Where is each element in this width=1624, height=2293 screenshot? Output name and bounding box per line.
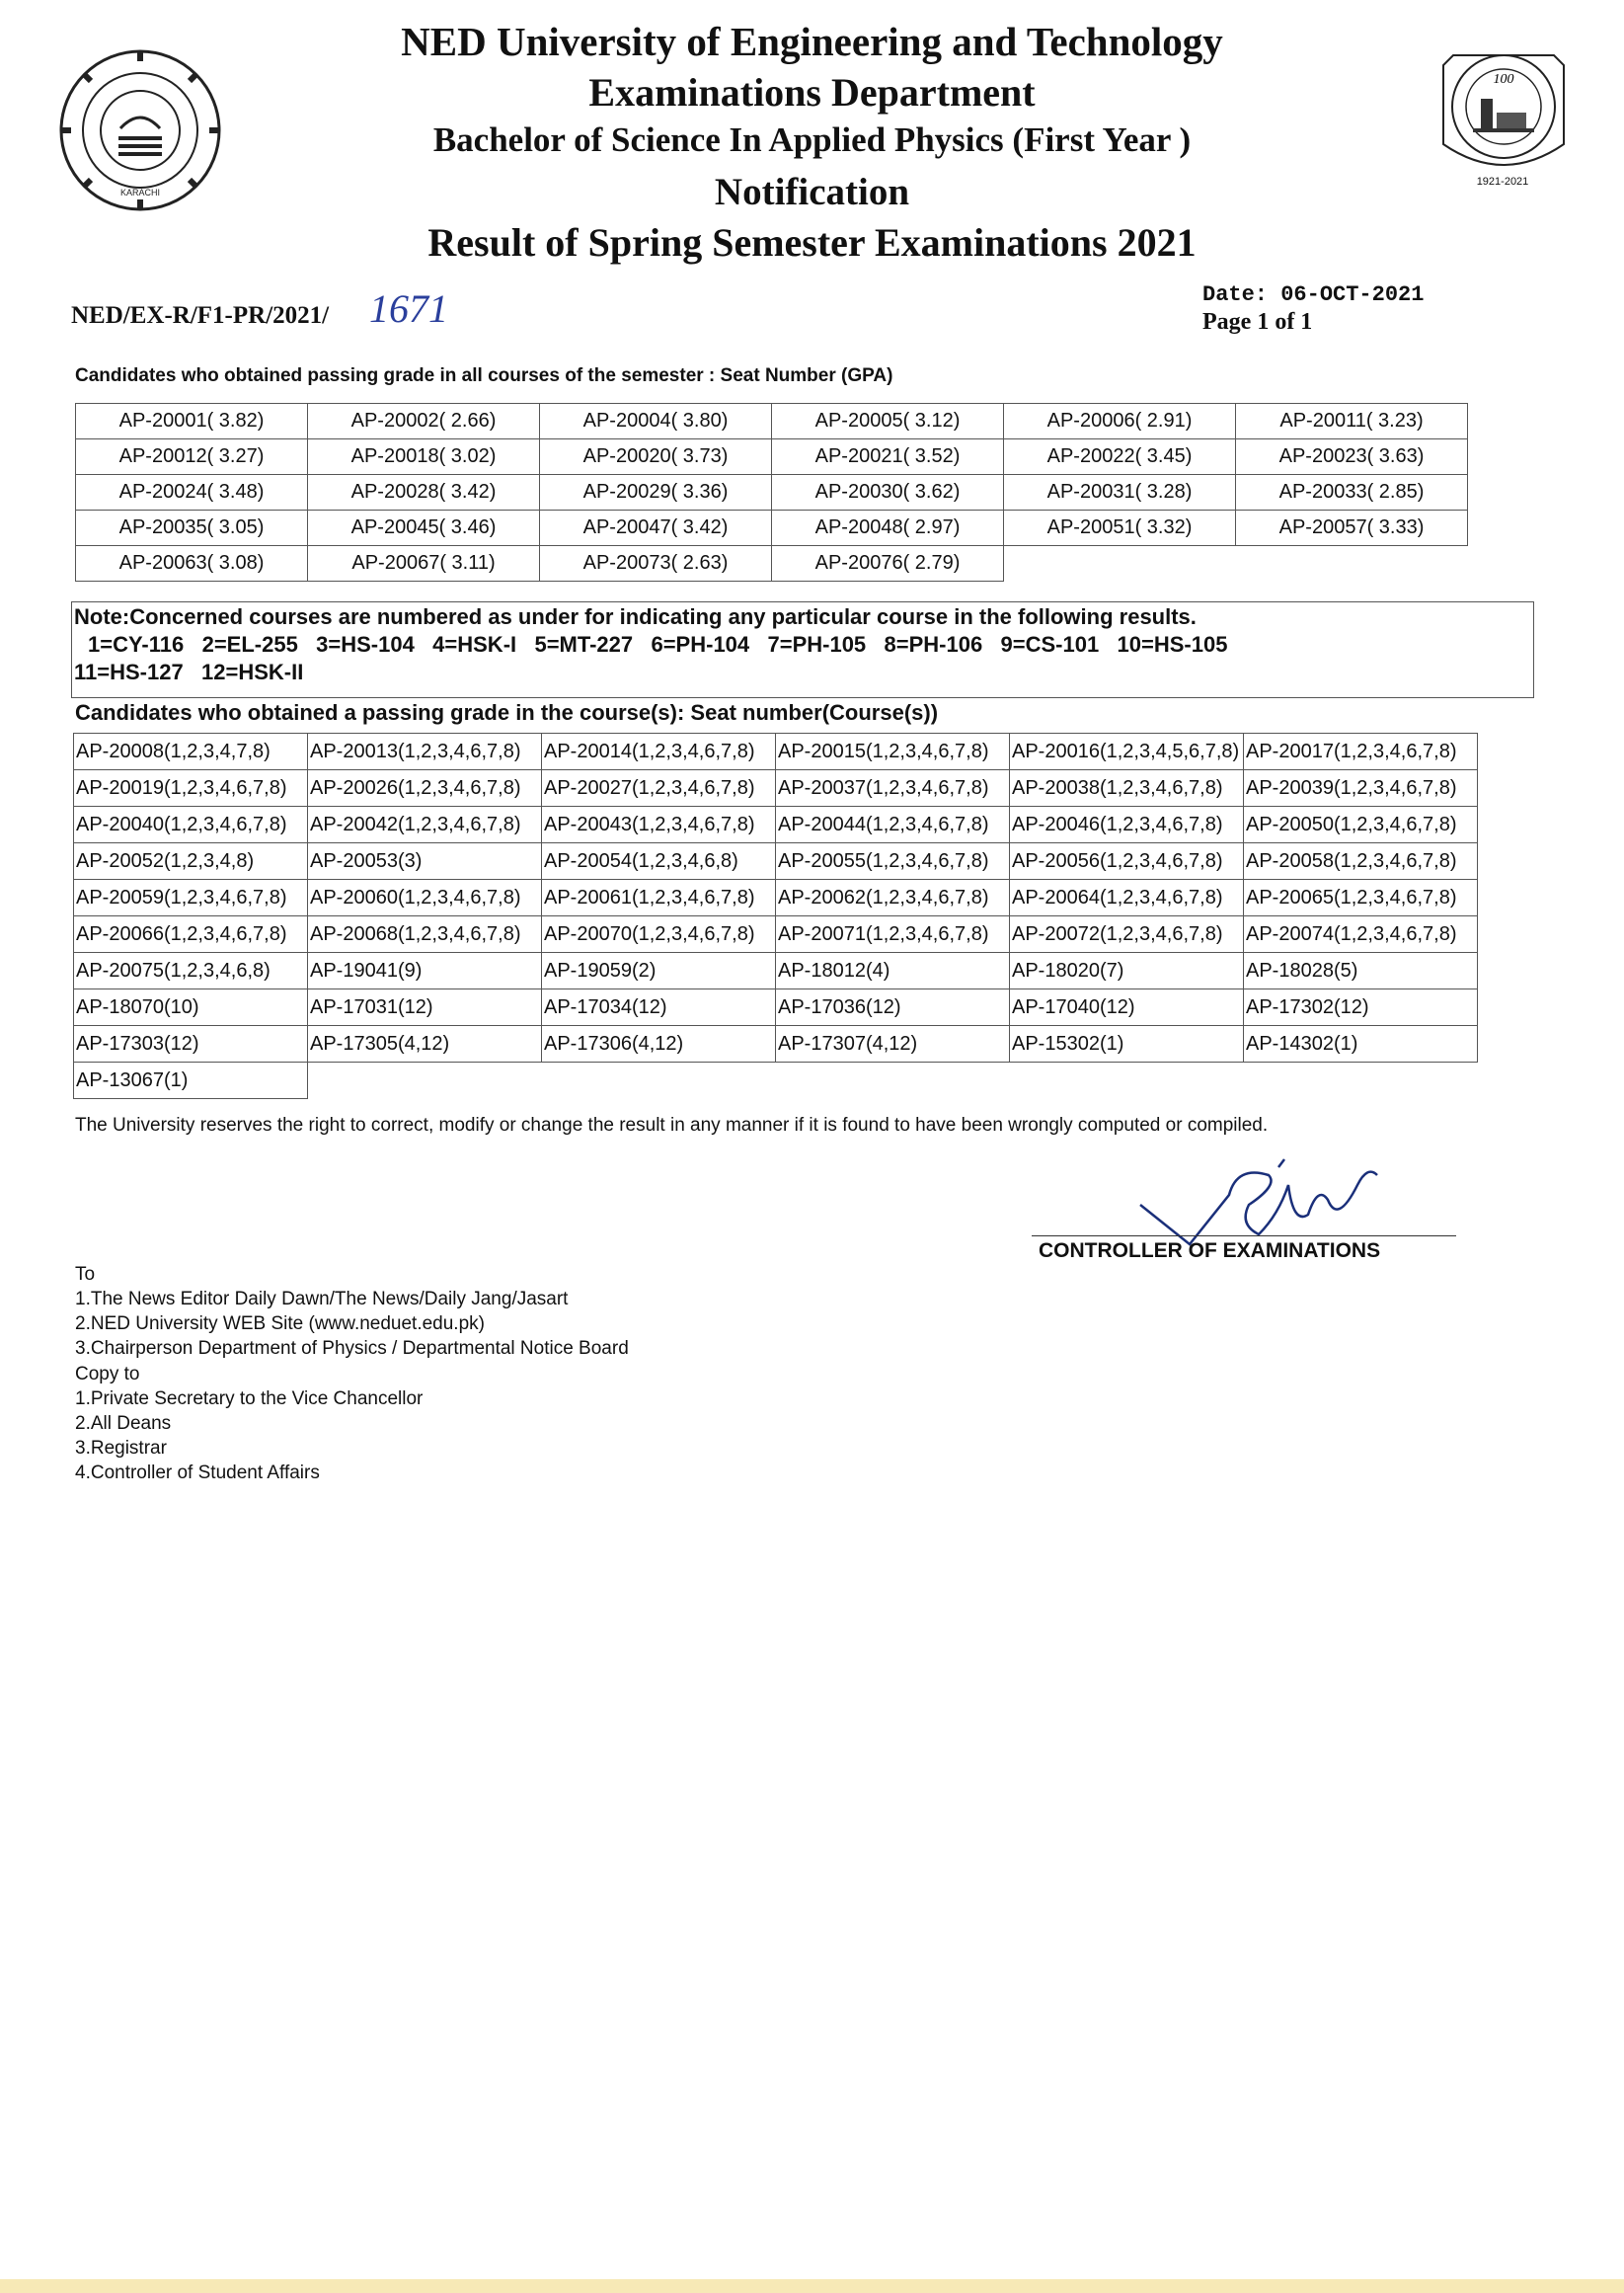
- seat-gpa-cell: AP-20033( 2.85): [1236, 475, 1468, 511]
- seat-course-cell: AP-17036(12): [776, 989, 1010, 1026]
- controller-title: CONTROLLER OF EXAMINATIONS: [1039, 1239, 1381, 1262]
- seat-course-cell: AP-17306(4,12): [542, 1026, 776, 1063]
- seat-gpa-cell: AP-20012( 3.27): [76, 439, 308, 475]
- empty-cell: [308, 1063, 542, 1099]
- seat-gpa-cell: AP-20073( 2.63): [540, 546, 772, 582]
- seat-gpa-cell: AP-20002( 2.66): [308, 404, 540, 439]
- table-row: [76, 404, 1468, 439]
- seat-gpa-cell: AP-20076( 2.79): [772, 546, 1004, 582]
- seat-course-cell: AP-20013(1,2,3,4,6,7,8): [308, 734, 542, 770]
- seat-course-cell: AP-20008(1,2,3,4,7,8): [74, 734, 308, 770]
- university-seal-logo: [59, 49, 222, 212]
- seat-gpa-cell: AP-20018( 3.02): [308, 439, 540, 475]
- reference-number: NED/EX-R/F1-PR/2021/: [71, 302, 330, 329]
- table-row: [74, 1063, 1478, 1099]
- seat-course-cell: AP-20043(1,2,3,4,6,7,8): [542, 807, 776, 843]
- table-row: [74, 843, 1478, 880]
- seat-gpa-cell: AP-20011( 3.23): [1236, 404, 1468, 439]
- seat-course-cell: AP-15302(1): [1010, 1026, 1244, 1063]
- seat-gpa-cell: AP-20005( 3.12): [772, 404, 1004, 439]
- notification-title: Notification: [714, 171, 910, 213]
- seat-course-cell: AP-17031(12): [308, 989, 542, 1026]
- distribution-copy-label: Copy to: [75, 1364, 140, 1384]
- empty-cell: [542, 1063, 776, 1099]
- table-row: [74, 880, 1478, 916]
- seat-course-cell: AP-20038(1,2,3,4,6,7,8): [1010, 770, 1244, 807]
- distribution-to-item: 1.The News Editor Daily Dawn/The News/Daily Jang/Jasart: [75, 1289, 569, 1309]
- seat-course-cell: AP-20074(1,2,3,4,6,7,8): [1244, 916, 1478, 953]
- seat-course-cell: AP-20015(1,2,3,4,6,7,8): [776, 734, 1010, 770]
- seat-course-cell: AP-20066(1,2,3,4,6,7,8): [74, 916, 308, 953]
- seat-course-cell: AP-14302(1): [1244, 1026, 1478, 1063]
- svg-text:KARACHI: KARACHI: [119, 188, 161, 198]
- table-row: [74, 807, 1478, 843]
- seat-gpa-cell: AP-20031( 3.28): [1004, 475, 1236, 511]
- seat-gpa-cell: AP-20021( 3.52): [772, 439, 1004, 475]
- distribution-copy-item: 1.Private Secretary to the Vice Chancellor: [75, 1388, 424, 1409]
- table-row: [74, 734, 1478, 770]
- signature-line: [1032, 1235, 1456, 1236]
- seat-course-cell: AP-20014(1,2,3,4,6,7,8): [542, 734, 776, 770]
- seat-course-cell: AP-17305(4,12): [308, 1026, 542, 1063]
- seat-course-cell: AP-20060(1,2,3,4,6,7,8): [308, 880, 542, 916]
- empty-cell: [1244, 1063, 1478, 1099]
- result-title: Result of Spring Semester Examinations 2021: [427, 220, 1197, 265]
- table-row: [74, 989, 1478, 1026]
- seat-course-cell: AP-17040(12): [1010, 989, 1244, 1026]
- seat-course-cell: AP-20070(1,2,3,4,6,7,8): [542, 916, 776, 953]
- centenary-seal-logo: [1433, 36, 1574, 186]
- table-row: [74, 953, 1478, 989]
- handwritten-reference-text: 1671: [369, 286, 444, 331]
- table-row: [76, 546, 1468, 582]
- seat-course-cell: AP-20037(1,2,3,4,6,7,8): [776, 770, 1010, 807]
- seat-course-cell: AP-17034(12): [542, 989, 776, 1026]
- seat-course-cell: AP-20053(3): [308, 843, 542, 880]
- seat-course-cell: AP-20042(1,2,3,4,6,7,8): [308, 807, 542, 843]
- seat-gpa-cell: AP-20035( 3.05): [76, 511, 308, 546]
- seat-gpa-cell: AP-20063( 3.08): [76, 546, 308, 582]
- passing-courses-table: [73, 733, 1478, 1099]
- seat-gpa-cell: AP-20020( 3.73): [540, 439, 772, 475]
- empty-cell: [1236, 546, 1468, 582]
- seat-course-cell: AP-18020(7): [1010, 953, 1244, 989]
- seat-gpa-cell: AP-20022( 3.45): [1004, 439, 1236, 475]
- distribution-to-label: To: [75, 1264, 96, 1285]
- seat-course-cell: AP-20040(1,2,3,4,6,7,8): [74, 807, 308, 843]
- distribution-to-item: 2.NED University WEB Site (www.neduet.edu.pk): [75, 1313, 485, 1334]
- department-name: Examinations Department: [588, 70, 1036, 115]
- seat-course-cell: AP-20075(1,2,3,4,6,8): [74, 953, 308, 989]
- seat-course-cell: AP-20056(1,2,3,4,6,7,8): [1010, 843, 1244, 880]
- notice-date: Date: 06-OCT-2021: [1202, 282, 1425, 307]
- seat-course-cell: AP-20055(1,2,3,4,6,7,8): [776, 843, 1010, 880]
- seat-course-cell: AP-19041(9): [308, 953, 542, 989]
- distribution-copy-item: 3.Registrar: [75, 1438, 167, 1459]
- passing-all-heading: Candidates who obtained passing grade in all courses of the semester : Seat Number (GPA): [75, 365, 893, 386]
- seat-course-cell: AP-20046(1,2,3,4,6,7,8): [1010, 807, 1244, 843]
- seat-course-cell: AP-20062(1,2,3,4,6,7,8): [776, 880, 1010, 916]
- distribution-copy-item: 2.All Deans: [75, 1413, 172, 1434]
- university-name: NED University of Engineering and Technology: [401, 19, 1223, 64]
- table-row: [74, 916, 1478, 953]
- disclaimer: The University reserves the right to correct, modify or change the result in any manner if it is found to have been wrongly computed or compiled.: [75, 1115, 1269, 1136]
- seat-course-cell: AP-18012(4): [776, 953, 1010, 989]
- centenary-years: 1921-2021: [1476, 176, 1529, 188]
- empty-cell: [1004, 546, 1236, 582]
- seat-course-cell: AP-20027(1,2,3,4,6,7,8): [542, 770, 776, 807]
- distribution-copy-item: 4.Controller of Student Affairs: [75, 1463, 320, 1483]
- seat-course-cell: AP-20026(1,2,3,4,6,7,8): [308, 770, 542, 807]
- seat-course-cell: AP-20052(1,2,3,4,8): [74, 843, 308, 880]
- seat-course-cell: AP-20059(1,2,3,4,6,7,8): [74, 880, 308, 916]
- seat-course-cell: AP-20044(1,2,3,4,6,7,8): [776, 807, 1010, 843]
- seat-course-cell: AP-20050(1,2,3,4,6,7,8): [1244, 807, 1478, 843]
- seat-course-cell: AP-17303(12): [74, 1026, 308, 1063]
- seat-gpa-cell: AP-20045( 3.46): [308, 511, 540, 546]
- seat-course-cell: AP-20019(1,2,3,4,6,7,8): [74, 770, 308, 807]
- distribution-to-item: 3.Chairperson Department of Physics / Departmental Notice Board: [75, 1338, 629, 1359]
- seat-gpa-cell: AP-20051( 3.32): [1004, 511, 1236, 546]
- table-row: [76, 439, 1468, 475]
- seat-course-cell: AP-20071(1,2,3,4,6,7,8): [776, 916, 1010, 953]
- seat-course-cell: AP-19059(2): [542, 953, 776, 989]
- note-course-list-1: 1=CY-116 2=EL-255 3=HS-104 4=HSK-I 5=MT-227 6=PH-104 7=PH-105 8=PH-106 9=CS-101 10=HS-105: [88, 632, 1228, 657]
- seat-course-cell: AP-18028(5): [1244, 953, 1478, 989]
- table-row: [74, 1026, 1478, 1063]
- seat-gpa-cell: AP-20023( 3.63): [1236, 439, 1468, 475]
- seat-course-cell: AP-20054(1,2,3,4,6,8): [542, 843, 776, 880]
- seat-course-cell: AP-20065(1,2,3,4,6,7,8): [1244, 880, 1478, 916]
- scan-edge: [0, 2279, 1624, 2293]
- note-title: Note:Concerned courses are numbered as under for indicating any particular course in the following results.: [74, 604, 1197, 629]
- handwritten-reference: [365, 278, 444, 333]
- note-course-list-2: 11=HS-127 12=HSK-II: [74, 660, 304, 684]
- passing-all-table: [75, 403, 1468, 582]
- empty-cell: [776, 1063, 1010, 1099]
- program-name: Bachelor of Science In Applied Physics (First Year ): [432, 120, 1192, 159]
- seat-gpa-cell: AP-20067( 3.11): [308, 546, 540, 582]
- table-row: [76, 511, 1468, 546]
- seat-course-cell: AP-17307(4,12): [776, 1026, 1010, 1063]
- seat-gpa-cell: AP-20001( 3.82): [76, 404, 308, 439]
- seat-gpa-cell: AP-20047( 3.42): [540, 511, 772, 546]
- course-key-note: [71, 601, 1534, 698]
- empty-cell: [1010, 1063, 1244, 1099]
- seat-course-cell: AP-13067(1): [74, 1063, 308, 1099]
- seat-course-cell: AP-18070(10): [74, 989, 308, 1026]
- passing-courses-heading: Candidates who obtained a passing grade in the course(s): Seat number(Course(s)): [75, 700, 939, 725]
- seat-gpa-cell: AP-20004( 3.80): [540, 404, 772, 439]
- table-row: [74, 770, 1478, 807]
- seat-gpa-cell: AP-20006( 2.91): [1004, 404, 1236, 439]
- seat-course-cell: AP-20064(1,2,3,4,6,7,8): [1010, 880, 1244, 916]
- seat-gpa-cell: AP-20030( 3.62): [772, 475, 1004, 511]
- seat-course-cell: AP-20061(1,2,3,4,6,7,8): [542, 880, 776, 916]
- seat-gpa-cell: AP-20048( 2.97): [772, 511, 1004, 546]
- seat-gpa-cell: AP-20057( 3.33): [1236, 511, 1468, 546]
- seat-gpa-cell: AP-20029( 3.36): [540, 475, 772, 511]
- seat-course-cell: AP-20039(1,2,3,4,6,7,8): [1244, 770, 1478, 807]
- seat-gpa-cell: AP-20028( 3.42): [308, 475, 540, 511]
- seat-course-cell: AP-20058(1,2,3,4,6,7,8): [1244, 843, 1478, 880]
- seat-course-cell: AP-17302(12): [1244, 989, 1478, 1026]
- seat-course-cell: AP-20017(1,2,3,4,6,7,8): [1244, 734, 1478, 770]
- seat-course-cell: AP-20016(1,2,3,4,5,6,7,8): [1010, 734, 1244, 770]
- table-row: [76, 475, 1468, 511]
- seat-course-cell: AP-20068(1,2,3,4,6,7,8): [308, 916, 542, 953]
- seat-gpa-cell: AP-20024( 3.48): [76, 475, 308, 511]
- seat-course-cell: AP-20072(1,2,3,4,6,7,8): [1010, 916, 1244, 953]
- svg-text:100: 100: [1493, 72, 1514, 87]
- page-number: Page 1 of 1: [1202, 309, 1313, 335]
